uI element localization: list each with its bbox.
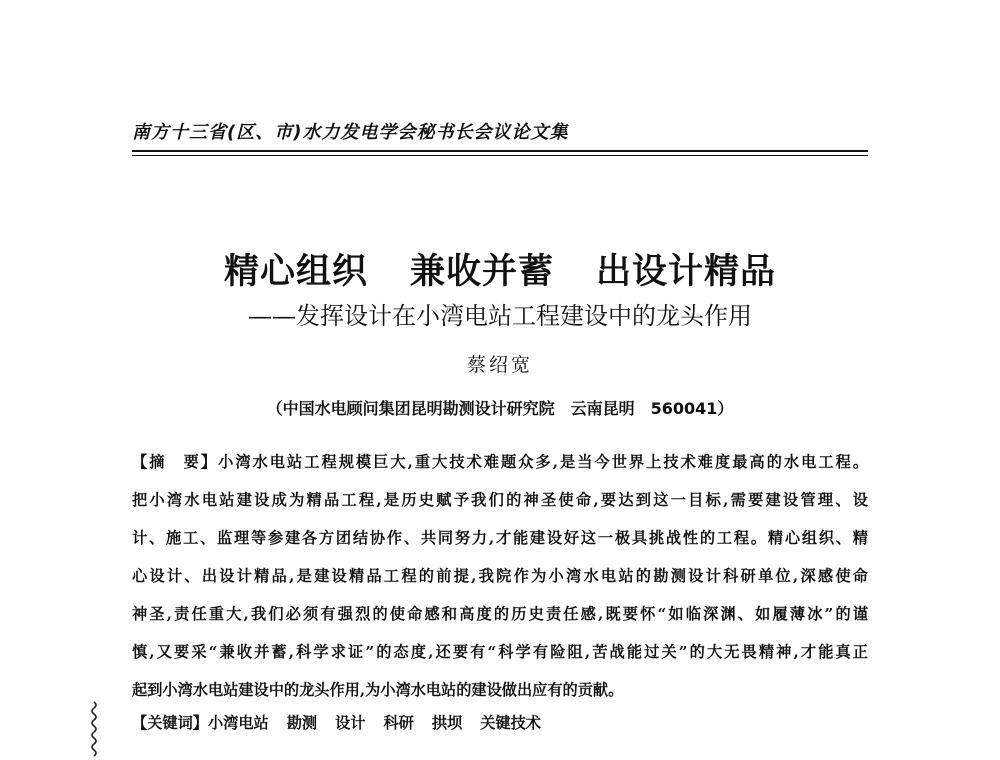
abstract-text-1: 小湾水电站工程规模巨大,重大技术难题众多,是当今世界上技术难度最高的水电工程。 <box>218 453 868 471</box>
title-part-2: 兼收并蓄 <box>409 252 554 292</box>
keyword: 拱坝 <box>431 714 463 732</box>
running-header: 南方十三省(区、市)水力发电学会秘书长会议论文集 <box>132 122 569 143</box>
keyword: 小湾电站 <box>207 714 269 732</box>
abstract-line-3: 计、施工、监理等参建各方团结协作、共同努力,才能建设好这一极具挑战性的工程。精心组织、精 <box>132 529 868 547</box>
keyword: 设计 <box>335 714 366 732</box>
author-affiliation: （中国水电顾问集团昆明勘测设计研究院 云南昆明 560041） <box>266 399 734 418</box>
paper-subtitle: ——发挥设计在小湾电站工程建设中的龙头作用 <box>248 302 752 330</box>
abstract-line-2: 把小湾水电站建设成为精品工程,是历史赋予我们的神圣使命,要达到这一目标,需要建设管理、设 <box>132 491 868 509</box>
header-rule-thick <box>132 150 868 152</box>
abstract-label: 【摘 要】 <box>132 453 219 471</box>
keywords-label: 【关键词】 <box>132 714 208 732</box>
abstract-line-1 <box>132 452 868 490</box>
abstract <box>132 452 868 718</box>
keyword: 科研 <box>383 714 414 732</box>
keywords <box>132 712 868 733</box>
paper-title <box>0 244 1000 294</box>
header-rule-thin <box>132 155 868 156</box>
title-part-3: 出设计精品 <box>596 252 777 292</box>
abstract-line-7: 起到小湾水电站建设中的龙头作用,为小湾水电站的建设做出应有的贡献。 <box>132 681 624 699</box>
author-name: 蔡绍宽 <box>466 354 533 376</box>
abstract-line-6: 慎,又要采“兼收并蓄,科学求证”的态度,还要有“科学有险阻,苦战能过关”的大无畏精神,才能真正 <box>132 643 868 661</box>
keyword: 勘测 <box>286 714 318 732</box>
title-part-1: 精心组织 <box>223 252 368 292</box>
binding-marks-decoration <box>88 700 100 760</box>
abstract-line-5: 神圣,责任重大,我们必须有强烈的使命感和高度的历史责任感,既要怀“如临深渊、如履薄冰”的谨 <box>132 605 868 623</box>
abstract-line-4: 心设计、出设计精品,是建设精品工程的前提,我院作为小湾水电站的勘测设计科研单位,深感使命 <box>132 567 868 585</box>
keyword: 关键技术 <box>480 714 541 732</box>
